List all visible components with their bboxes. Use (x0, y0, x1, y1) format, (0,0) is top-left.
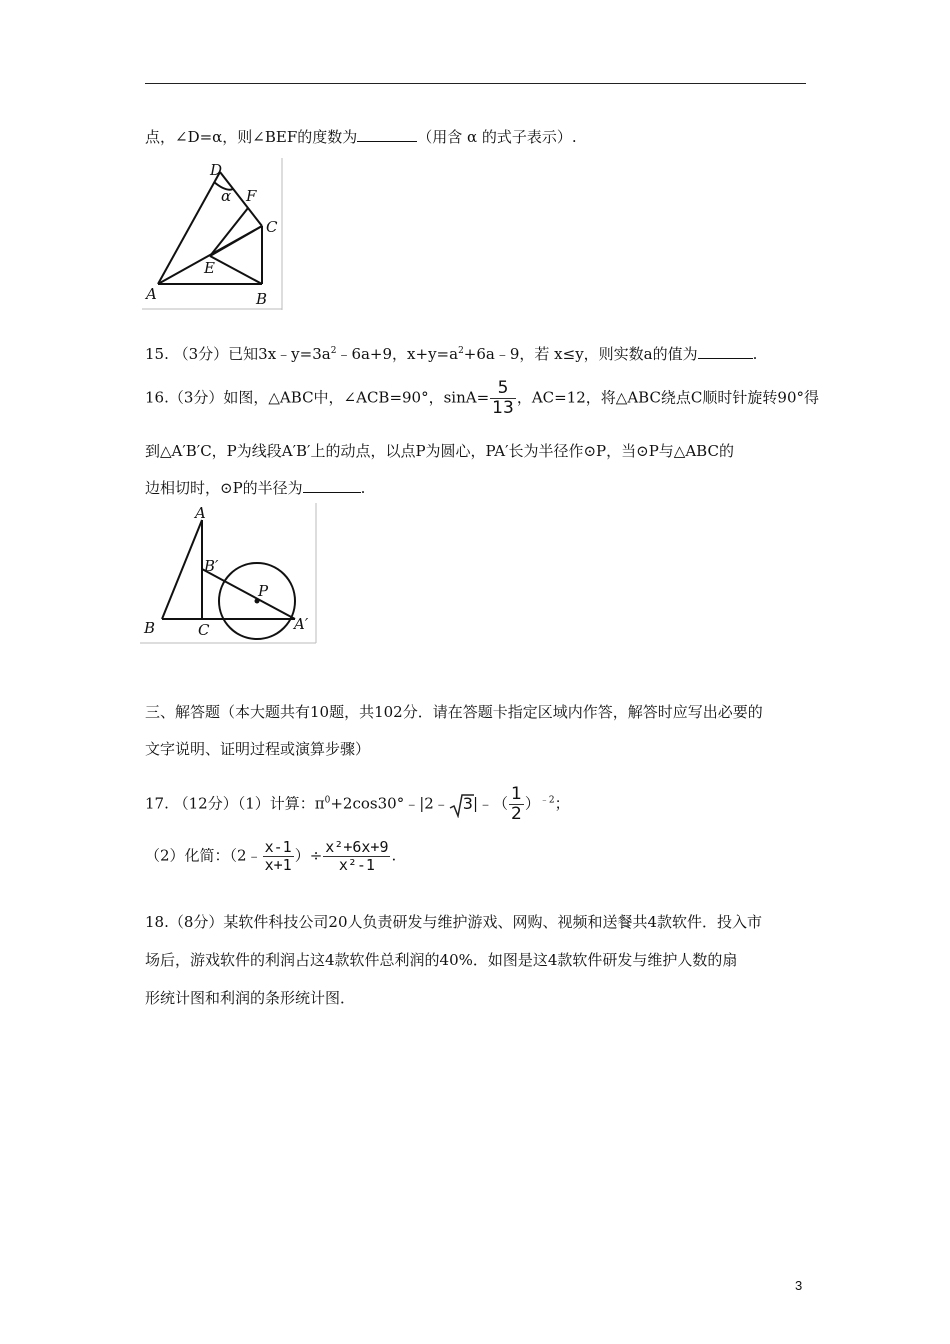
q14-answer-blank (357, 127, 417, 142)
q16-part1: 16.（3分）如图，△ABC中，∠ACB=90°，sinA= (145, 388, 490, 407)
q16-frac-den: 13 (492, 398, 514, 418)
q17-text5: ； (554, 794, 570, 813)
q16-line1 (145, 380, 819, 417)
q16-line2: 到△A′B′C，P为线段A′B′上的动点，以点P为圆心，PA′长为半径作⊙P，当⊙P与△ABC的 (145, 442, 734, 460)
q18-line1: 18.（8分）某软件科技公司20人负责研发与维护游戏、网购、视频和送餐共4款软件．投入市 (145, 913, 763, 931)
q15-part1: 15. （3分）已知3x﹣y=3a (145, 345, 331, 363)
q16-line3-text: 边相切时，⊙P的半径为 (145, 479, 303, 497)
page-number: 3 (795, 1278, 803, 1293)
header-rule (145, 83, 806, 84)
q17-part2 (145, 840, 396, 873)
figure-rotation-circle (140, 503, 318, 645)
q14-text-part2: （用含 α 的式子表示）. (417, 128, 577, 146)
fig2-label-P: P (258, 582, 269, 600)
q17-sup-neg2: ﹣2 (539, 795, 555, 806)
q16-part2: ，AC=12，将△ABC绕点C顺时针旋转90°得 (516, 388, 819, 407)
q14-text-part1: 点，∠D=α，则∠BEF的度数为 (145, 128, 358, 146)
q15-part3: +6a﹣9，若 x≤y，则实数a的值为 (463, 345, 698, 363)
figure-quadrilateral (142, 158, 284, 310)
fig1-label-A: A (146, 285, 157, 303)
q17-p2-frac2-den: x²-1 (338, 856, 375, 874)
q17-text1: 17. （12分）（1）计算：π (145, 794, 325, 813)
fig2-label-Bprime: B′ (204, 557, 219, 575)
q16-line3-end: . (360, 479, 366, 497)
q17-p2-text1: （2）化简：（2﹣ (145, 846, 262, 865)
q17-frac-num: 1 (511, 784, 522, 804)
q15-sup1: 2 (330, 346, 337, 356)
q17-p2-text3: . (391, 846, 397, 865)
q16-fraction (490, 380, 516, 417)
q17-text3: |﹣（ (472, 794, 509, 813)
q15-text (145, 343, 757, 364)
fig1-label-F: F (246, 187, 257, 205)
q18-line2: 场后，游戏软件的利润占这4款软件总利润的40%．如图是这4款软件研发与维护人数的扇 (145, 951, 738, 969)
q16-line3 (145, 477, 365, 498)
q17-p2-fraction1 (263, 840, 294, 873)
q17-sup0: 0 (324, 795, 331, 806)
q14-text (145, 126, 577, 147)
fig2-label-C: C (198, 621, 210, 639)
fig1-label-B: B (256, 290, 268, 308)
q17-part1 (145, 786, 570, 823)
q16-frac-num: 5 (490, 380, 516, 399)
q17-p2-frac2-num: x²+6x+9 (325, 838, 389, 856)
q17-frac-den: 2 (511, 804, 522, 824)
section3-line1: 三、解答题（本大题共有10题，共102分．请在答题卡指定区域内作答，解答时应写出必要的 (145, 703, 763, 721)
fig2-label-A: A (195, 504, 206, 522)
fig1-label-E: E (204, 259, 215, 277)
q18-line3: 形统计图和利润的条形统计图． (145, 989, 356, 1007)
fig2-label-B: B (144, 619, 156, 637)
q17-p2-frac1-num: x-1 (264, 838, 292, 856)
fig1-label-D: D (210, 161, 223, 179)
q17-fraction-half (509, 786, 524, 823)
q16-answer-blank (303, 478, 361, 493)
fig2-label-Aprime: A′ (294, 615, 309, 633)
fig1-label-alpha: α (221, 187, 232, 205)
q15-part2: ﹣6a+9，x+y=a (336, 345, 459, 363)
q17-text2: +2cos30°﹣|2﹣ (330, 794, 449, 813)
fig1-label-C: C (266, 218, 278, 236)
q17-p2-fraction2 (323, 840, 390, 873)
q15-sup2: 2 (458, 346, 464, 356)
section3-line2: 文字说明、证明过程或演算步骤） (145, 740, 371, 758)
q17-p2-frac1-den: x+1 (264, 856, 292, 874)
q15-answer-blank (698, 344, 753, 359)
q17-text4: ） (524, 794, 540, 813)
sqrt-arg: 3 (462, 793, 473, 813)
q15-part4: . (752, 345, 758, 363)
q17-p2-text2: ）÷ (294, 846, 323, 865)
